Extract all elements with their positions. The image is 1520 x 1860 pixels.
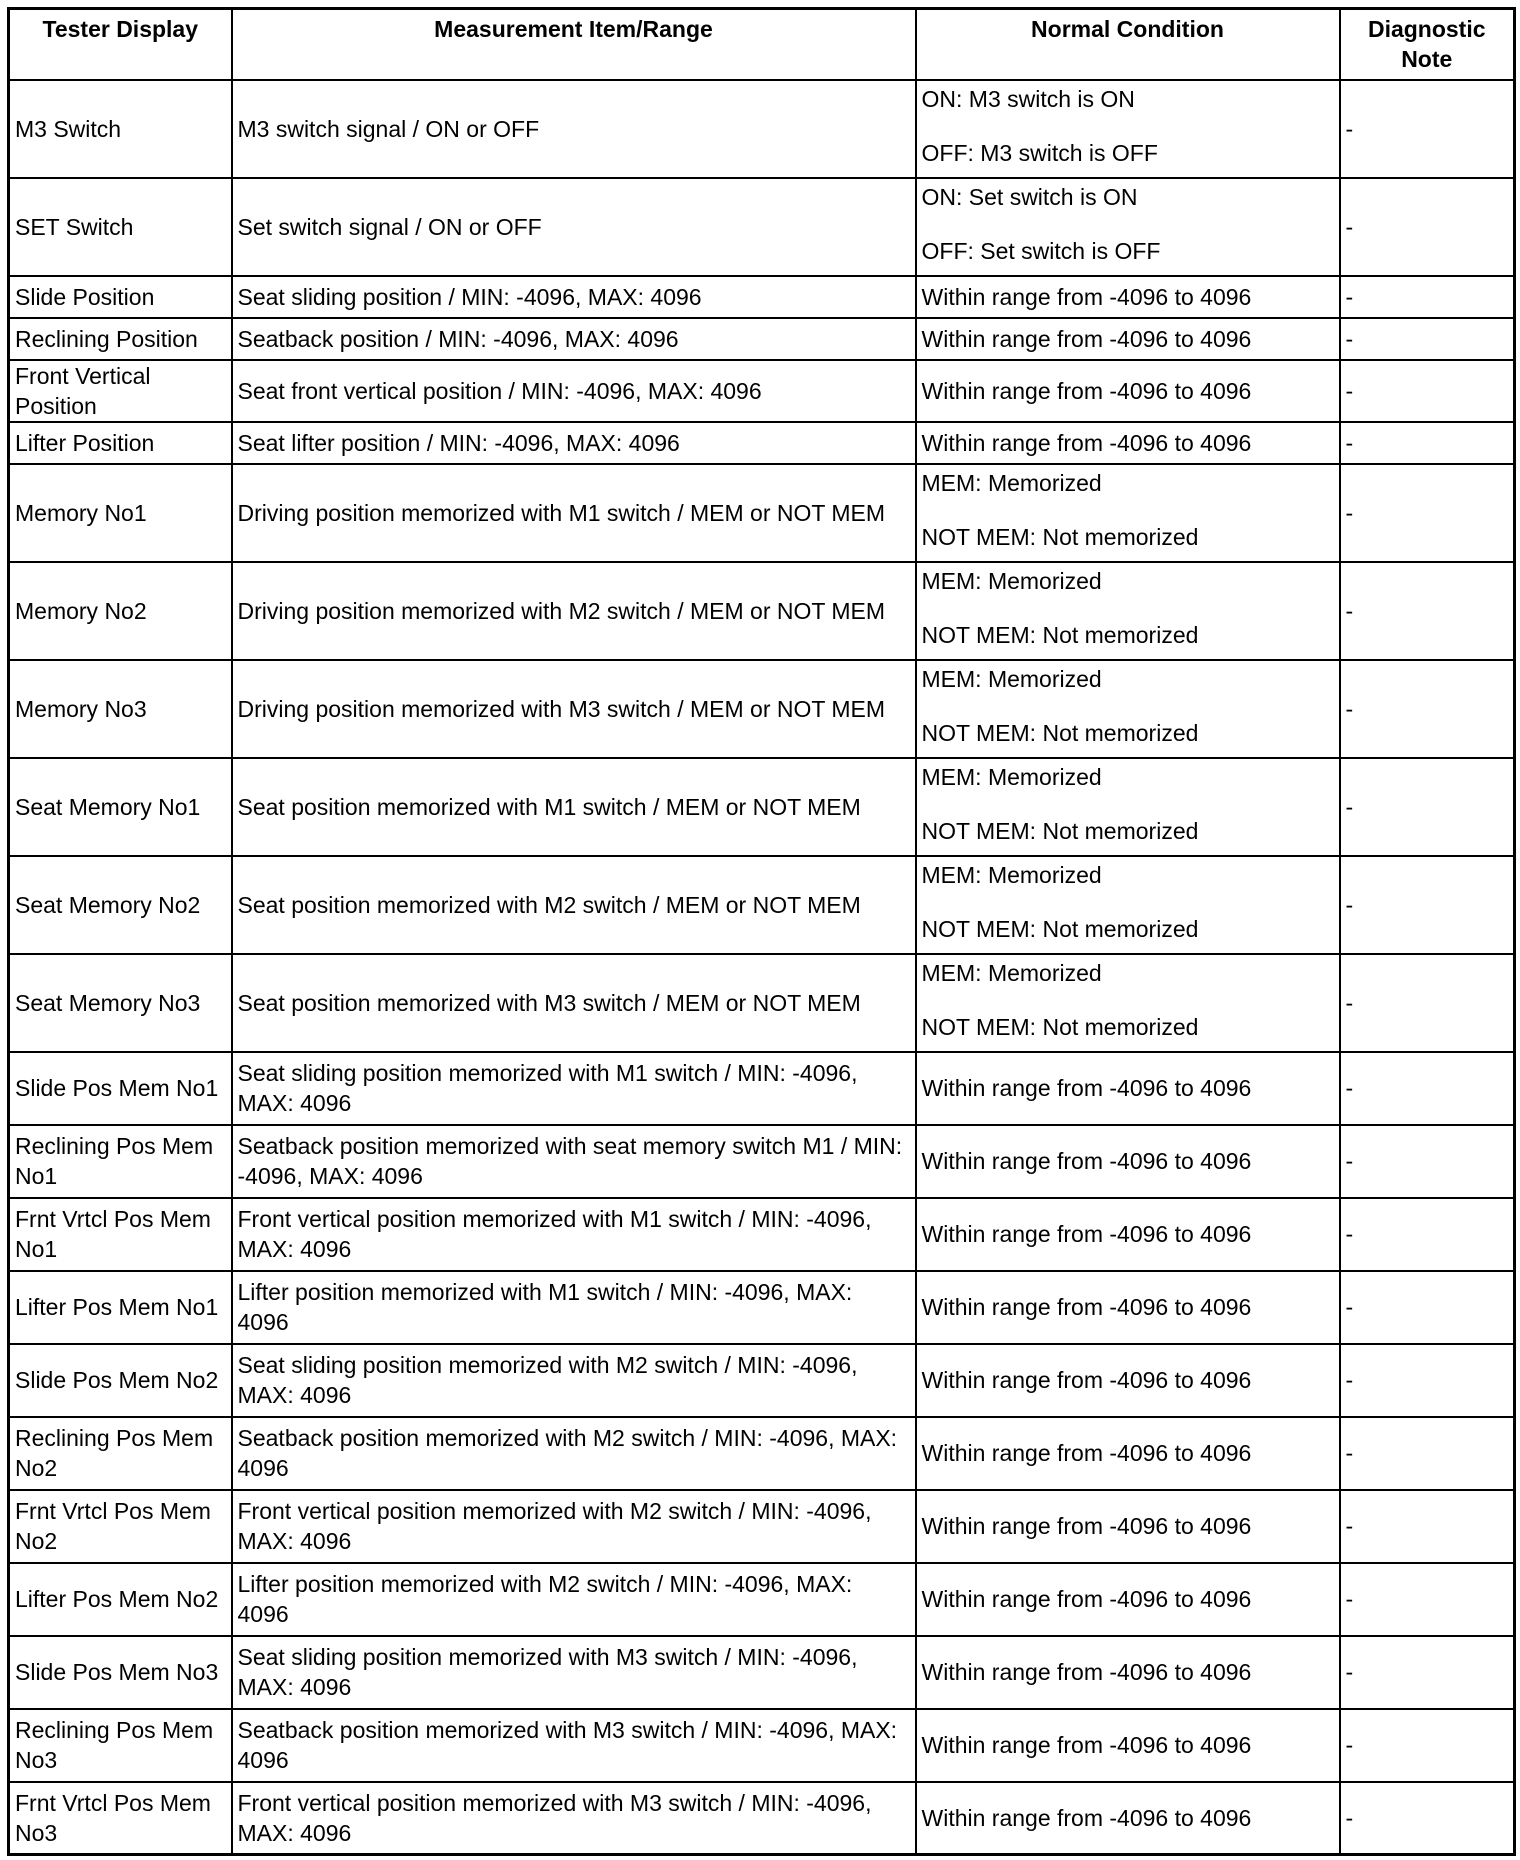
table-row (9, 80, 1515, 178)
normal-condition-cell (916, 360, 1340, 422)
diagnostic-note-cell: - (1340, 954, 1515, 1052)
measurement-item-cell: Seat sliding position memorized with M2 switch / MIN: -4096, MAX: 4096 (232, 1344, 916, 1417)
diagnostic-note-cell: - (1340, 80, 1515, 178)
tester-display-cell: Seat Memory No3 (9, 954, 232, 1052)
diagnostic-note-cell: - (1340, 1490, 1515, 1563)
condition-line: NOT MEM: Not memorized (921, 523, 1199, 550)
diagnostic-note-cell: - (1340, 276, 1515, 318)
tester-display-cell: Seat Memory No1 (9, 758, 232, 856)
normal-condition-cell (916, 318, 1340, 360)
normal-condition-cell (916, 954, 1340, 1052)
header-tester-display: Tester Display (9, 9, 232, 80)
diagnostic-note-cell: - (1340, 178, 1515, 276)
measurement-item-cell: Lifter position memorized with M1 switch / MIN: -4096, MAX: 4096 (232, 1271, 916, 1344)
measurement-item-cell: Seat position memorized with M1 switch / MEM or NOT MEM (232, 758, 916, 856)
tester-display-cell: Reclining Pos Mem No1 (9, 1125, 232, 1198)
tester-display-cell: Frnt Vrtcl Pos Mem No1 (9, 1198, 232, 1271)
diagnostic-note-cell: - (1340, 1052, 1515, 1125)
table-row (9, 360, 1515, 422)
tester-display-cell: Slide Pos Mem No2 (9, 1344, 232, 1417)
condition-line: MEM: Memorized (921, 567, 1102, 594)
measurement-item-cell: Set switch signal / ON or OFF (232, 178, 916, 276)
condition-line: Within range from -4096 to 4096 (921, 377, 1252, 404)
tester-display-cell: Reclining Position (9, 318, 232, 360)
normal-condition-cell (916, 1271, 1340, 1344)
condition-line: MEM: Memorized (921, 763, 1102, 790)
tester-display-cell: Slide Pos Mem No1 (9, 1052, 232, 1125)
table-row (9, 856, 1515, 954)
normal-condition-cell (916, 856, 1340, 954)
table-row (9, 464, 1515, 562)
measurement-item-cell: Driving position memorized with M2 switch / MEM or NOT MEM (232, 562, 916, 660)
normal-condition-cell (916, 1417, 1340, 1490)
table-row (9, 318, 1515, 360)
measurement-item-cell: Driving position memorized with M1 switch / MEM or NOT MEM (232, 464, 916, 562)
measurement-item-cell: Lifter position memorized with M2 switch / MIN: -4096, MAX: 4096 (232, 1563, 916, 1636)
measurement-item-cell: Seat position memorized with M3 switch / MEM or NOT MEM (232, 954, 916, 1052)
measurement-item-cell: M3 switch signal / ON or OFF (232, 80, 916, 178)
condition-line: Within range from -4096 to 4096 (921, 1221, 1252, 1247)
normal-condition-cell (916, 464, 1340, 562)
diagnostic-note-cell: - (1340, 1782, 1515, 1855)
condition-line: Within range from -4096 to 4096 (921, 1659, 1252, 1685)
condition-line: Within range from -4096 to 4096 (921, 1075, 1252, 1101)
normal-condition-cell (916, 562, 1340, 660)
condition-line: Within range from -4096 to 4096 (921, 283, 1252, 310)
normal-condition-cell (916, 1052, 1340, 1125)
tester-display-cell: Reclining Pos Mem No2 (9, 1417, 232, 1490)
table-row (9, 1052, 1515, 1125)
diagnostic-note-cell: - (1340, 1563, 1515, 1636)
normal-condition-cell (916, 1198, 1340, 1271)
condition-line: NOT MEM: Not memorized (921, 1013, 1199, 1040)
condition-line: Within range from -4096 to 4096 (921, 1586, 1252, 1612)
tester-display-cell: Slide Pos Mem No3 (9, 1636, 232, 1709)
tester-display-cell: Front Vertical Position (9, 360, 232, 422)
diagnostic-note-cell: - (1340, 1125, 1515, 1198)
page (7, 7, 1513, 1854)
condition-line: Within range from -4096 to 4096 (921, 1513, 1252, 1539)
condition-line: MEM: Memorized (921, 469, 1102, 496)
measurement-item-cell: Seat position memorized with M2 switch / MEM or NOT MEM (232, 856, 916, 954)
tester-display-cell: Lifter Pos Mem No2 (9, 1563, 232, 1636)
tester-display-cell: Seat Memory No2 (9, 856, 232, 954)
condition-line: NOT MEM: Not memorized (921, 915, 1199, 942)
measurement-item-cell: Seat lifter position / MIN: -4096, MAX: 4096 (232, 422, 916, 464)
header-normal-condition: Normal Condition (916, 9, 1340, 80)
diagnostic-note-cell: - (1340, 318, 1515, 360)
measurement-item-cell: Seat sliding position / MIN: -4096, MAX: 4096 (232, 276, 916, 318)
normal-condition-cell (916, 1709, 1340, 1782)
normal-condition-cell (916, 1490, 1340, 1563)
condition-line: Within range from -4096 to 4096 (921, 1732, 1252, 1758)
condition-line: Within range from -4096 to 4096 (921, 1367, 1252, 1393)
normal-condition-cell (916, 660, 1340, 758)
diagnostic-note-cell: - (1340, 1709, 1515, 1782)
condition-line: Within range from -4096 to 4096 (921, 429, 1252, 456)
measurement-item-cell: Seatback position memorized with M2 switch / MIN: -4096, MAX: 4096 (232, 1417, 916, 1490)
normal-condition-cell (916, 1563, 1340, 1636)
header-row (9, 9, 1515, 80)
diagnostic-note-cell: - (1340, 1271, 1515, 1344)
measurement-item-cell: Seatback position memorized with seat memory switch M1 / MIN: -4096, MAX: 4096 (232, 1125, 916, 1198)
table-row (9, 954, 1515, 1052)
diagnostic-note-cell: - (1340, 562, 1515, 660)
normal-condition-cell (916, 1636, 1340, 1709)
condition-line: NOT MEM: Not memorized (921, 719, 1199, 746)
diagnostic-note-cell: - (1340, 1198, 1515, 1271)
tester-display-cell: Frnt Vrtcl Pos Mem No2 (9, 1490, 232, 1563)
diagnostic-note-cell: - (1340, 1417, 1515, 1490)
measurement-item-cell: Seatback position memorized with M3 switch / MIN: -4096, MAX: 4096 (232, 1709, 916, 1782)
table-row (9, 422, 1515, 464)
condition-line: NOT MEM: Not memorized (921, 621, 1199, 648)
table-row (9, 1198, 1515, 1271)
tester-display-cell: Memory No1 (9, 464, 232, 562)
tester-display-cell: SET Switch (9, 178, 232, 276)
table-row (9, 276, 1515, 318)
measurement-item-cell: Front vertical position memorized with M1 switch / MIN: -4096, MAX: 4096 (232, 1198, 916, 1271)
table-row (9, 1709, 1515, 1782)
tester-display-cell: Frnt Vrtcl Pos Mem No3 (9, 1782, 232, 1855)
diagnostic-note-cell: - (1340, 660, 1515, 758)
condition-line: Within range from -4096 to 4096 (921, 325, 1252, 352)
diagnostic-note-cell: - (1340, 1344, 1515, 1417)
table-row (9, 562, 1515, 660)
normal-condition-cell (916, 178, 1340, 276)
condition-line: MEM: Memorized (921, 861, 1102, 888)
normal-condition-cell (916, 1782, 1340, 1855)
condition-line: OFF: Set switch is OFF (921, 237, 1161, 264)
table-row (9, 660, 1515, 758)
condition-line: ON: M3 switch is ON (921, 85, 1135, 112)
diagnostic-note-cell: - (1340, 1636, 1515, 1709)
condition-line: Within range from -4096 to 4096 (921, 1440, 1252, 1466)
condition-line: MEM: Memorized (921, 959, 1102, 986)
diagnostic-note-cell: - (1340, 758, 1515, 856)
measurement-item-cell: Seat front vertical position / MIN: -4096, MAX: 4096 (232, 360, 916, 422)
condition-line: Within range from -4096 to 4096 (921, 1148, 1252, 1174)
normal-condition-cell (916, 80, 1340, 178)
table-row (9, 1125, 1515, 1198)
header-measurement-item: Measurement Item/Range (232, 9, 916, 80)
tester-display-cell: Slide Position (9, 276, 232, 318)
normal-condition-cell (916, 1125, 1340, 1198)
tester-display-cell: M3 Switch (9, 80, 232, 178)
data-list-table (7, 7, 1516, 1856)
diagnostic-note-cell: - (1340, 422, 1515, 464)
header-diagnostic-note: Diagnostic Note (1340, 9, 1515, 80)
tester-display-cell: Lifter Position (9, 422, 232, 464)
tester-display-cell: Memory No2 (9, 562, 232, 660)
diagnostic-note-cell: - (1340, 464, 1515, 562)
condition-line: Within range from -4096 to 4096 (921, 1294, 1252, 1320)
table-row (9, 1271, 1515, 1344)
normal-condition-cell (916, 758, 1340, 856)
table-row (9, 1344, 1515, 1417)
tester-display-cell: Lifter Pos Mem No1 (9, 1271, 232, 1344)
table-row (9, 1563, 1515, 1636)
table-row (9, 1490, 1515, 1563)
table-row (9, 1417, 1515, 1490)
tester-display-cell: Reclining Pos Mem No3 (9, 1709, 232, 1782)
measurement-item-cell: Front vertical position memorized with M3 switch / MIN: -4096, MAX: 4096 (232, 1782, 916, 1855)
condition-line: MEM: Memorized (921, 665, 1102, 692)
measurement-item-cell: Seat sliding position memorized with M3 switch / MIN: -4096, MAX: 4096 (232, 1636, 916, 1709)
condition-line: Within range from -4096 to 4096 (921, 1804, 1252, 1831)
table-row (9, 178, 1515, 276)
diagnostic-note-cell: - (1340, 856, 1515, 954)
normal-condition-cell (916, 276, 1340, 318)
normal-condition-cell (916, 422, 1340, 464)
measurement-item-cell: Seatback position / MIN: -4096, MAX: 4096 (232, 318, 916, 360)
table-row (9, 1636, 1515, 1709)
table-row (9, 758, 1515, 856)
measurement-item-cell: Front vertical position memorized with M2 switch / MIN: -4096, MAX: 4096 (232, 1490, 916, 1563)
measurement-item-cell: Seat sliding position memorized with M1 switch / MIN: -4096, MAX: 4096 (232, 1052, 916, 1125)
tester-display-cell: Memory No3 (9, 660, 232, 758)
normal-condition-cell (916, 1344, 1340, 1417)
measurement-item-cell: Driving position memorized with M3 switch / MEM or NOT MEM (232, 660, 916, 758)
table-row (9, 1782, 1515, 1855)
condition-line: ON: Set switch is ON (921, 183, 1138, 210)
diagnostic-note-cell: - (1340, 360, 1515, 422)
table-body (9, 80, 1515, 1855)
condition-line: NOT MEM: Not memorized (921, 817, 1199, 844)
condition-line: OFF: M3 switch is OFF (921, 139, 1158, 166)
